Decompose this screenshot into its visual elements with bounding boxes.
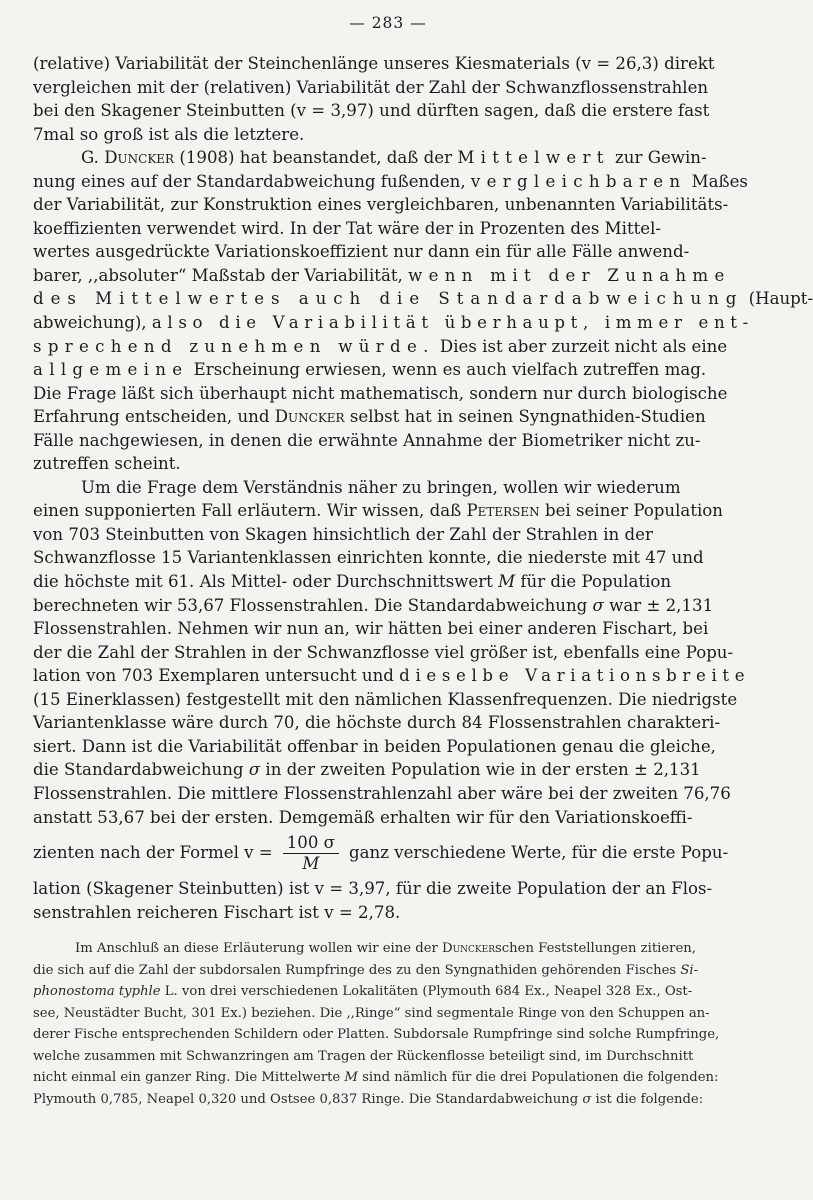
text-run: in der zweiten Population wie in der ersten ± 2,131 xyxy=(260,760,701,780)
footnote-line: welche zusammen mit Schwanzringen am Tragen der Rückenflosse beteiligt sind, im Durchschnitt xyxy=(33,1048,694,1064)
author-name: Duncker xyxy=(442,941,495,956)
author-name: Duncker xyxy=(274,407,345,427)
spaced-emphasis: des Mittelwertes auch die Standardabweichung xyxy=(33,289,744,309)
math-symbol: σ xyxy=(248,760,261,780)
text-line: koeffizienten verwendet wird. In der Tat wäre der in Prozenten des Mittel- xyxy=(33,218,662,238)
text-line: 7mal so groß ist als die letztere. xyxy=(33,124,305,144)
text-line xyxy=(33,405,736,429)
text-line xyxy=(33,758,736,782)
math-symbol: M xyxy=(498,572,516,592)
text-line xyxy=(33,594,736,618)
text-line: Um die Frage dem Verständnis näher zu bringen, wollen wir wiederum xyxy=(81,477,681,497)
text-run: für die Population xyxy=(515,572,672,592)
math-symbol: M xyxy=(344,1070,358,1085)
text-line: wertes ausgedrückte Variationskoeffizient nur dann ein für alle Fälle anwend- xyxy=(33,242,690,262)
text-line: Flossenstrahlen. Die mittlere Flossenstrahlenzahl aber wäre bei der zweiten 76,76 xyxy=(33,783,731,803)
text-line xyxy=(33,499,736,523)
author-name: Petersen xyxy=(466,501,540,521)
footnote-line xyxy=(33,1067,736,1089)
text-line xyxy=(33,146,736,170)
text-run: die höchste mit 61. Als Mittel- oder Durchschnittswert xyxy=(33,572,499,592)
text-line: von 703 Steinbutten von Skagen hinsichtlich der Zahl der Strahlen in der xyxy=(33,524,653,544)
math-symbol: σ xyxy=(582,1091,592,1107)
text-line xyxy=(33,264,736,288)
text-run: war ± 2,131 xyxy=(603,595,714,615)
footnote-line: see, Neustädter Bucht, 301 Ex.) beziehen. Die ,,Ringe“ sind segmentale Ringe von den Schuppen an- xyxy=(33,1005,710,1021)
text-line: lation (Skagener Steinbutten) ist v = 3,97, für die zweite Population der an Flos- xyxy=(33,879,713,899)
spaced-emphasis: also die Variabilität überhaupt, immer ent- xyxy=(151,313,754,333)
text-run: schen Feststellungen zitieren, xyxy=(495,941,696,956)
text-run: lation von 703 Exemplaren untersucht und xyxy=(33,666,400,686)
text-line xyxy=(33,664,751,688)
footnote-line xyxy=(33,1089,736,1111)
text-run: zur Gewin- xyxy=(609,148,707,168)
text-line: senstrahlen reicheren Fischart ist v = 2,78. xyxy=(33,902,401,922)
text-run: einen supponierten Fall erläutern. Wir wissen, daß xyxy=(33,501,467,521)
text-run: die Standardabweichung xyxy=(33,760,249,780)
spaced-emphasis: sprechend zunehmen würde. xyxy=(33,336,435,356)
text-line: der die Zahl der Strahlen in der Schwanzflosse viel größer ist, ebenfalls eine Popu- xyxy=(33,642,734,662)
text-run: ganz verschiedene Werte, für die erste Popu- xyxy=(349,843,729,863)
text-run: Erfahrung entscheiden, und xyxy=(33,407,275,427)
text-run: L. von drei verschiedenen Lokalitäten (Plymouth 684 Ex., Neapel 328 Ex., Ost- xyxy=(160,984,693,999)
species-name: phonostoma typhle xyxy=(33,984,161,999)
species-name: Si- xyxy=(680,962,699,978)
text-line xyxy=(33,311,754,335)
text-line: Variantenklasse wäre durch 70, die höchste durch 84 Flossenstrahlen charakteri- xyxy=(33,713,721,733)
fraction-denominator: M xyxy=(302,853,320,873)
footnote-line: derer Fische entsprechenden Schildern oder Platten. Subdorsale Rumpfringe sind solche Rumpfringe, xyxy=(33,1027,720,1042)
text-run: berechneten wir 53,67 Flossenstrahlen. Die Standardabweichung xyxy=(33,595,593,615)
text-run: Maßes xyxy=(686,171,748,191)
text-run: selbst hat in seinen Syngnathiden-Studien xyxy=(344,407,706,427)
text-line xyxy=(33,570,736,594)
text-run: bei seiner Population xyxy=(539,501,723,521)
text-run: G. xyxy=(81,148,105,168)
formula-line xyxy=(33,829,736,877)
text-line: Fälle nachgewiesen, in denen die erwähnte Annahme der Biometriker nicht zu- xyxy=(33,430,701,450)
formula-fraction xyxy=(283,833,339,874)
text-line: vergleichen mit der (relativen) Variabilität der Zahl der Schwanzflossenstrahlen xyxy=(33,77,709,97)
text-line: siert. Dann ist die Variabilität offenbar in beiden Populationen genau die gleiche, xyxy=(33,736,716,756)
spaced-emphasis: vergleichbaren xyxy=(470,171,687,191)
text-line: Schwanzflosse 15 Variantenklassen einrichten konnte, die niederste mit 47 und xyxy=(33,548,704,568)
text-line xyxy=(33,358,736,382)
text-run: nung eines auf der Standardabweichung fußenden, xyxy=(33,171,471,191)
footnote-line xyxy=(33,960,736,982)
footnote-line xyxy=(33,938,736,960)
spaced-emphasis: wenn mit der Zunahme xyxy=(408,265,731,285)
text-run: nicht einmal ein ganzer Ring. Die Mittelwerte xyxy=(33,1070,345,1085)
text-run: abweichung), xyxy=(33,313,152,333)
text-run: Plymouth 0,785, Neapel 0,320 und Ostsee 0,837 Ringe. Die Standardabweichung xyxy=(33,1091,583,1107)
text-run: die sich auf die Zahl der subdorsalen Rumpfringe des zu den Syngnathiden gehörenden Fisches xyxy=(33,962,681,978)
footnote xyxy=(33,938,736,1110)
math-symbol: σ xyxy=(592,595,604,615)
text-run: zienten nach der Formel v = xyxy=(33,843,273,863)
text-run: sind nämlich für die drei Populationen die folgenden: xyxy=(357,1070,719,1085)
spaced-emphasis: Mittelwert xyxy=(457,148,610,168)
main-text xyxy=(33,52,813,924)
text-run: Erscheinung erwiesen, wenn es auch vielfach zutreffen mag. xyxy=(188,360,707,380)
text-line xyxy=(33,335,736,359)
text-line: (relative) Variabilität der Steinchenlänge unseres Kiesmaterials (v = 26,3) direkt xyxy=(33,54,715,73)
text-run: barer, ,,absoluter“ Maßstab der Variabilität, xyxy=(33,265,409,285)
text-line: anstatt 53,67 bei der ersten. Demgemäß erhalten wir für den Variationskoeffi- xyxy=(33,807,693,827)
spaced-emphasis: dieselbe Variationsbreite xyxy=(399,666,751,686)
text-run: Im Anschluß an diese Erläuterung wollen wir eine der xyxy=(75,941,442,956)
fraction-numerator: 100 σ xyxy=(283,833,339,854)
text-line: bei den Skagener Steinbutten (v = 3,97) und dürften sagen, daß die erstere fast xyxy=(33,101,710,121)
text-run: Dies ist aber zurzeit nicht als eine xyxy=(434,336,728,356)
page-number: — 283 — xyxy=(349,14,427,32)
text-line xyxy=(33,287,813,311)
footnote-line xyxy=(33,981,736,1003)
text-run: (Haupt- xyxy=(743,289,813,309)
author-name: Duncker xyxy=(104,148,175,168)
text-line: (15 Einerklassen) festgestellt mit den nämlichen Klassenfrequenzen. Die niedrigste xyxy=(33,689,738,709)
text-run: ist die folgende: xyxy=(591,1091,704,1107)
text-line: zutreffen scheint. xyxy=(33,454,181,474)
text-line: Die Frage läßt sich überhaupt nicht mathematisch, sondern nur durch biologische xyxy=(33,383,728,403)
text-line: der Variabilität, zur Konstruktion eines vergleichbaren, unbenannten Variabilitäts- xyxy=(33,195,729,215)
text-line xyxy=(33,170,748,194)
text-run: (1908) hat beanstandet, daß der xyxy=(174,148,458,168)
spaced-emphasis: allgemeine xyxy=(33,360,189,380)
text-line: Flossenstrahlen. Nehmen wir nun an, wir hätten bei einer anderen Fischart, bei xyxy=(33,619,709,639)
